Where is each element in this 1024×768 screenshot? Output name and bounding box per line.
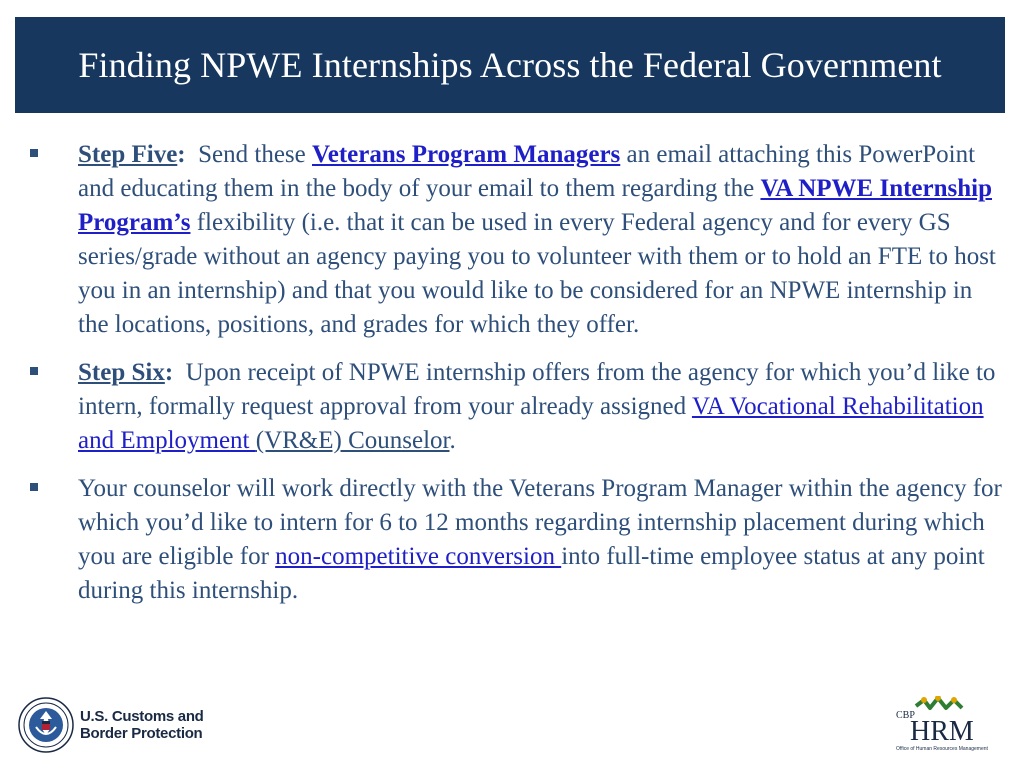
step-six-text-1: Upon receipt of NPWE internship offers from the agency for which you’d like to intern, formally request approval from your already assigned <box>78 359 1002 420</box>
npwe-program-link[interactable]: VA NPWE Internship Program’s <box>78 175 992 236</box>
colon: : <box>177 141 186 168</box>
cbp-line-2: Border Protection <box>80 725 203 742</box>
hrm-big-text: HRM <box>910 716 974 747</box>
slide-content <box>30 138 1005 622</box>
slide-title: Finding NPWE Internships Across the Federal Government <box>78 45 942 85</box>
non-competitive-conversion-link[interactable]: non-competitive conversion <box>275 543 562 570</box>
cbp-logo <box>18 697 204 753</box>
cbp-line-1: U.S. Customs and <box>80 708 204 725</box>
hrm-small-text: CBP <box>896 710 915 721</box>
hrm-sub-text: Office of Human Resources Management <box>896 746 988 752</box>
step-five-label: Step Five <box>78 141 178 168</box>
bullet-marker <box>30 483 38 491</box>
bullet-step-five <box>30 138 1005 342</box>
step-five-text-1: Send these <box>185 141 312 168</box>
step-six-label: Step Six <box>78 359 165 386</box>
vre-counselor-link[interactable]: (VR&E) Counselor <box>255 427 450 454</box>
bullet-step-six <box>30 356 1005 458</box>
vre-link[interactable]: VA Vocational Rehabilitation and Employment <box>78 393 984 454</box>
cbp-wordmark <box>80 708 204 742</box>
colon: : <box>164 359 174 386</box>
bullet-marker <box>30 367 38 375</box>
title-bar <box>15 17 1005 113</box>
hrm-logo <box>894 696 994 754</box>
counselor-text-2: into full-time employee status at any point during this internship. <box>78 543 985 604</box>
bullet-marker <box>30 149 38 157</box>
step-five-text-2: an email attaching this PowerPoint and educating them in the body of your email to them regarding the <box>78 141 976 202</box>
veterans-program-managers-link[interactable]: Veterans Program Managers <box>312 141 621 168</box>
step-six-text-2: . <box>449 427 456 454</box>
bullet-counselor <box>30 472 1005 608</box>
dhs-seal-icon <box>18 697 74 753</box>
step-five-text-3: flexibility (i.e. that it can be used in every Federal agency and for every GS series/grade without an agency paying you to volunteer with them or to hold an FTE to host you in an internship) and that you would like to be considered for an NPWE internship in the locations, positions, and grades for which they offer. <box>78 209 996 338</box>
counselor-text-1: Your counselor will work directly with the Veterans Program Manager within the agency for which you’d like to intern for 6 to 12 months regarding internship placement during which you are eligible for <box>78 475 1002 570</box>
